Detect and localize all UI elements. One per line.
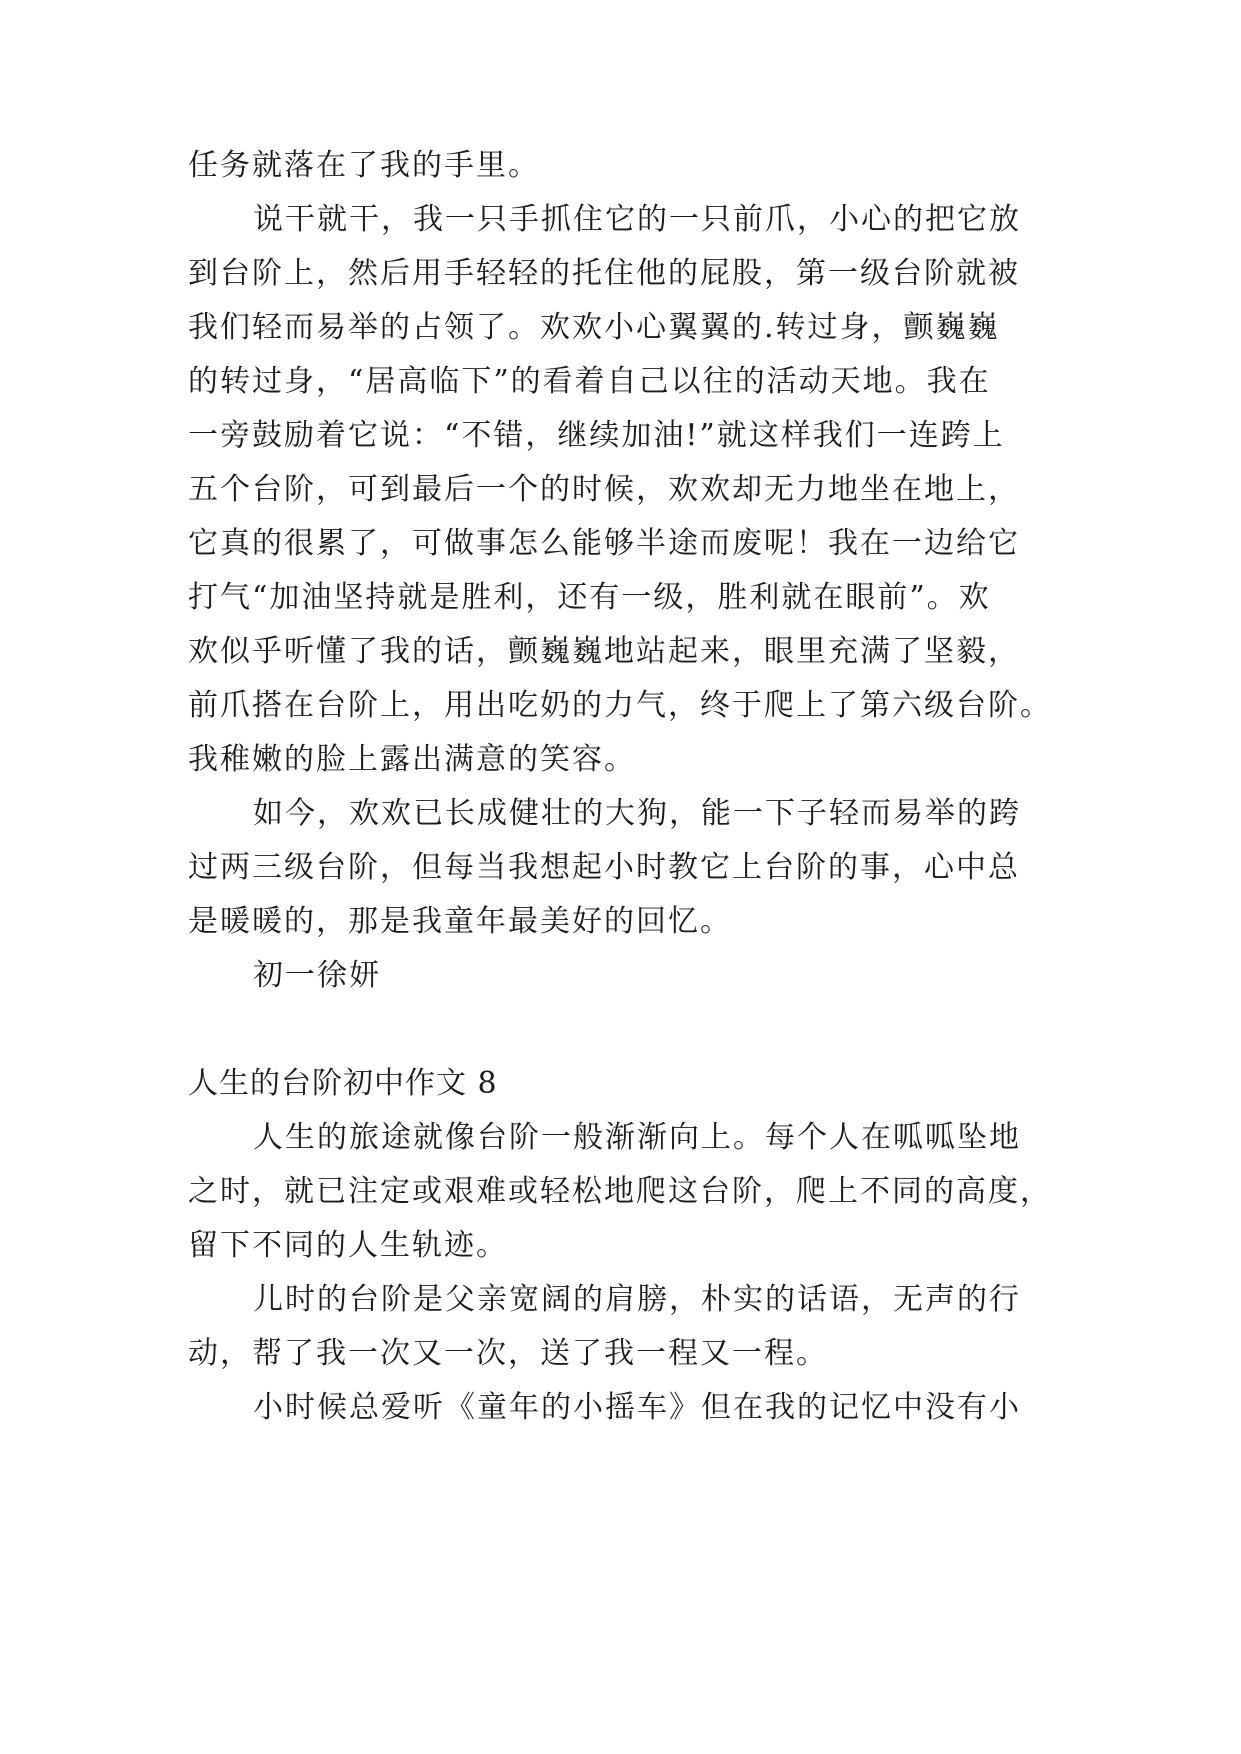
paragraph-first-line: 说干就干，我一只手抓住它的一只前爪，小心的把它放 <box>253 202 1021 237</box>
text-line: 一旁鼓励着它说：“不错，继续加油!”就这样我们一连跨上 <box>188 418 1005 453</box>
text-line: 打气“加油坚持就是胜利，还有一级，胜利就在眼前”。欢 <box>188 580 991 615</box>
text-line: 是暖暖的，那是我童年最美好的回忆。 <box>188 904 732 939</box>
text-line: 动，帮了我一次又一次，送了我一程又一程。 <box>188 1336 828 1371</box>
text-line: 留下不同的人生轨迹。 <box>188 1228 508 1263</box>
paragraph-first-line: 如今，欢欢已长成健壮的大狗，能一下子轻而易举的跨 <box>253 796 1021 831</box>
section-title: 人生的台阶初中作文 8 <box>188 1066 498 1101</box>
paragraph-first-line: 儿时的台阶是父亲宽阔的肩膀，朴实的话语，无声的行 <box>253 1282 1021 1317</box>
paragraph-first-line: 人生的旅途就像台阶一般渐渐向上。每个人在呱呱坠地 <box>253 1120 1021 1155</box>
paragraph-first-line: 小时候总爱听《童年的小摇车》但在我的记忆中没有小 <box>253 1390 1021 1425</box>
text-line: 前爪搭在台阶上，用出吃奶的力气，终于爬上了第六级台阶。 <box>188 688 1052 723</box>
text-line: 到台阶上，然后用手轻轻的托住他的屁股，第一级台阶就被 <box>188 256 1020 291</box>
text-line: 五个台阶，可到最后一个的时候，欢欢却无力地坐在地上， <box>188 472 1020 507</box>
text-line: 我们轻而易举的占领了。欢欢小心翼翼的.转过身，颤巍巍 <box>188 310 1000 345</box>
text-line: 任务就落在了我的手里。 <box>188 148 540 183</box>
author-signature: 初一徐妍 <box>253 958 381 993</box>
text-line: 它真的很累了，可做事怎么能够半途而废呢！我在一边给它 <box>188 526 1020 561</box>
text-line: 过两三级台阶，但每当我想起小时教它上台阶的事，心中总 <box>188 850 1020 885</box>
text-line: 欢似乎听懂了我的话，颤巍巍地站起来，眼里充满了坚毅， <box>188 634 1020 669</box>
text-line: 之时，就已注定或艰难或轻松地爬这台阶，爬上不同的高度， <box>188 1174 1052 1209</box>
text-line: 的转过身，“居高临下”的看着自己以往的活动天地。我在 <box>188 364 991 399</box>
text-line: 我稚嫩的脸上露出满意的笑容。 <box>188 742 636 777</box>
